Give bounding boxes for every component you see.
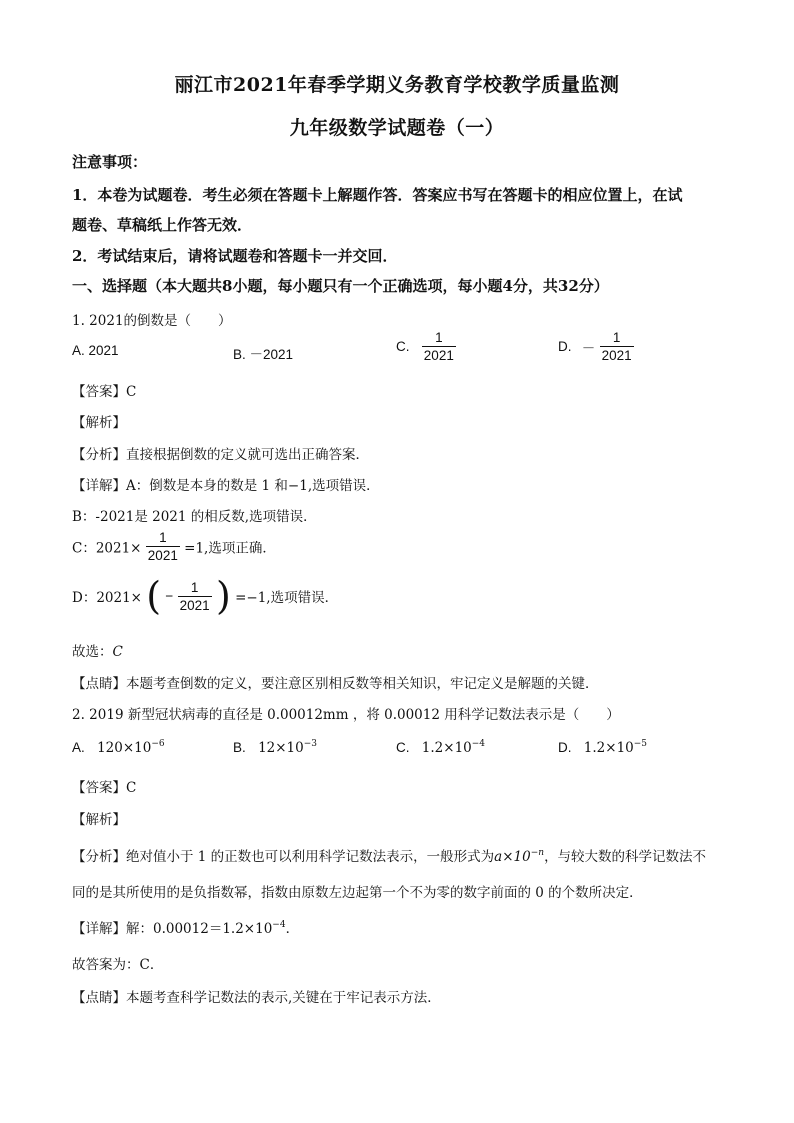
q1-line-b: B：-2021是 2021 的相反数,选项错误． [72,509,317,525]
dianjing-text: 本题考查科学记数法的表示,关键在于牢记表示方法． [126,990,441,1006]
q2-option-d [558,739,647,756]
option-label: D. [558,339,572,354]
option-exponent: −6 [151,739,165,749]
q1-answer [72,380,136,400]
q1-option-c [396,330,456,363]
xiangjie-tag: 【详解】 [72,478,126,494]
q2-fenxi-line1 [72,845,706,865]
notes-item2: 2．考试结束后，请将试题卷和答题卡一并交回． [72,247,398,265]
section1-heading: 一、选择题（本大题共8小题，每小题只有一个正确选项，每小题4分，共32分） [72,277,609,295]
option-value: 2021 [88,343,119,358]
dianjing-tag: 【点睛】 [72,990,126,1006]
answer-value: C [126,384,137,400]
minus-sign: − [165,588,174,604]
numerator: 1 [435,330,443,345]
q1-option-d [558,330,634,363]
q1-option-a [72,343,119,358]
q1-dianjing [72,672,599,692]
q1-choose [72,640,123,660]
line-suffix: =1,选项正确． [184,540,276,557]
q2-fenxi-line2: 同的是其所使用的是负指数幂，指数由原数左边起第一个不为零的数字前面的 0 的个数所决定． [72,885,643,901]
fenxi-text-end: ，与较大数的科学记数法不 [544,849,707,865]
fenxi-text: 绝对值小于 1 的正数也可以利用科学记数法表示，一般形式为 [126,849,495,865]
dianjing-text: 本题考查倒数的定义，要注意区别相反数等相关知识，牢记定义是解题的关键． [126,676,599,692]
line-prefix: C：2021× [72,540,142,557]
fenxi-formula: a×10 [494,849,531,865]
line-suffix: =−1,选项错误． [235,590,339,606]
xiangjie-text: 解：0.00012＝1.2×10 [126,921,273,937]
q1-stem: 1. 2021的倒数是（ ） [72,313,232,329]
q1-analysis-tag: 【解析】 [72,415,126,431]
option-base: 12×10 [258,740,304,756]
notes-item1-line1: 1．本卷为试题卷．考生必须在答题卡上解题作答．答案应书写在答题卡的相应位置上，在试 [72,186,683,204]
fraction [146,530,180,563]
option-exponent: −4 [471,739,486,749]
xiangjie-exponent: −4 [272,920,286,930]
left-paren: ( [146,574,162,618]
fraction [178,580,212,613]
numerator: 1 [159,530,167,545]
fenxi-tag: 【分析】 [72,447,126,463]
fraction [422,330,456,363]
denominator: 2021 [423,348,454,363]
fenxi-text: 直接根据倒数的定义就可选出正确答案． [126,447,369,463]
q1-line-d [72,574,339,618]
option-base: 1.2×10 [583,740,634,756]
minus-sign: － [581,340,596,356]
q2-option-b [233,739,317,756]
exam-title: 丽江市2021年春季学期义务教育学校教学质量监测 [174,74,620,96]
q2-final: 故答案为：C． [72,957,164,973]
fenxi-exponent: −n [530,848,545,858]
q1-xiangjie [72,474,380,494]
option-label: A. [72,740,85,755]
q1-line-c [72,530,276,563]
option-label: B. [233,740,246,755]
exam-subtitle: 九年级数学试题卷（一） [289,117,505,139]
option-label: B. [233,347,246,362]
line-prefix: D：2021× [72,590,142,606]
option-label: D. [558,740,572,755]
q2-analysis-tag: 【解析】 [72,812,126,828]
option-exponent: −3 [303,739,318,749]
option-exponent: −5 [633,739,648,749]
q2-answer [72,776,136,796]
fenxi-tag: 【分析】 [72,849,126,865]
q1-option-b [233,343,293,363]
option-base: 120×10 [97,740,152,756]
q2-stem: 2. 2019 新型冠状病毒的直径是 0.00012mm ，将 0.00012 用科学记数法表示是（ ） [72,707,620,723]
notes-item1-line2: 题卷、草稿纸上作答无效． [72,216,253,234]
q1-fenxi [72,443,369,463]
xiangjie-tag: 【详解】 [72,921,126,937]
choose-prefix: 故选： [72,644,113,660]
denominator: 2021 [147,548,178,563]
option-label: C. [396,339,410,354]
fraction [600,330,634,363]
notes-heading: 注意事项： [72,153,148,171]
answer-tag: 【答案】 [72,384,126,400]
denominator: 2021 [601,348,632,363]
option-base: 1.2×10 [421,740,472,756]
dianjing-tag: 【点睛】 [72,676,126,692]
q2-option-c [396,739,485,756]
q2-option-a [72,739,165,756]
choose-value: C [112,644,123,660]
answer-value: C [126,780,137,796]
option-label: A. [72,343,85,358]
numerator: 1 [190,579,199,595]
option-label: C. [396,740,410,755]
answer-tag: 【答案】 [72,780,126,796]
option-value: －2021 [249,347,294,362]
xiangjie-suffix: ． [285,921,300,937]
numerator: 1 [612,330,621,345]
denominator: 2021 [179,597,210,613]
right-paren: ) [215,574,231,618]
q2-dianjing [72,986,441,1006]
xiangjie-text: A：倒数是本身的数是 1 和−1,选项错误． [126,478,380,494]
q2-xiangjie [72,917,299,937]
